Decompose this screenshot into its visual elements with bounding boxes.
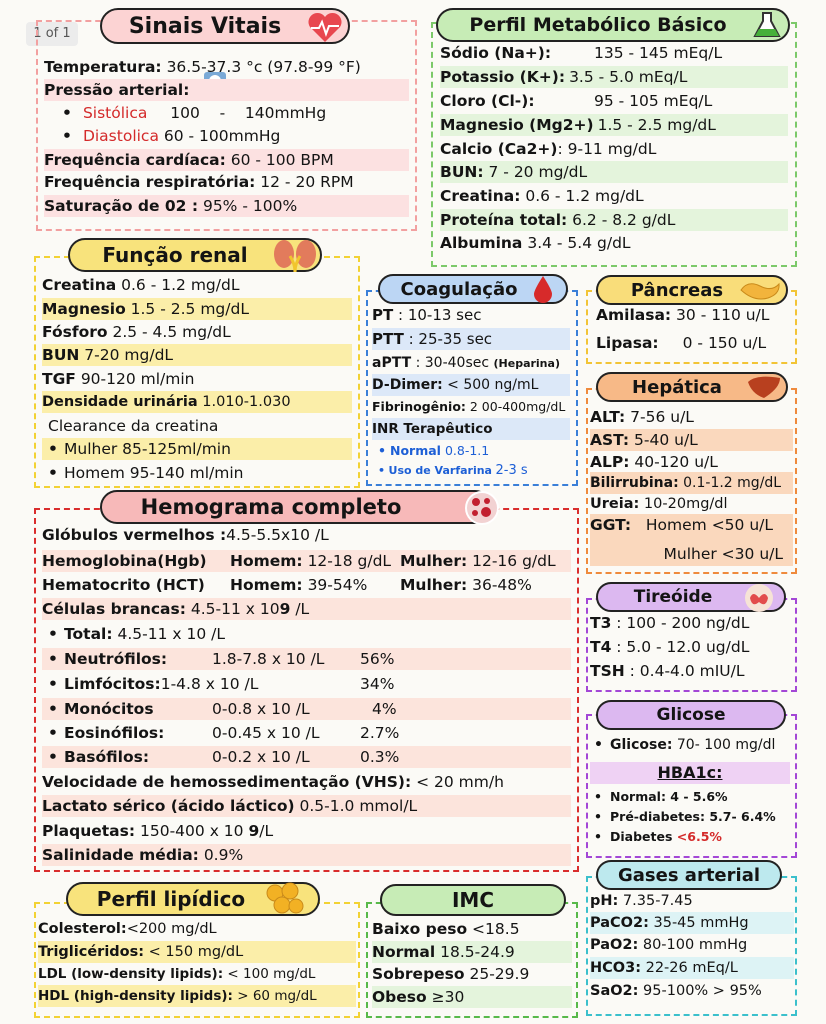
imc-label: Baixo peso — [372, 920, 468, 938]
inr-warfarin-row: • Uso de Varfarina 2-3 s — [378, 463, 528, 478]
imc-value: 25-29.9 — [464, 965, 530, 983]
thyroid-row — [590, 612, 794, 634]
diastolic-label: Diastolica — [82, 127, 159, 145]
lipase-row — [596, 332, 788, 354]
liver-icon — [746, 374, 782, 400]
hepatic-value: 0.1-1.2 mg/dL — [678, 475, 782, 491]
amilase-value: 30 - 110 u/L — [671, 306, 770, 324]
temperature-value: 36.5-37.3 °c (97.8-99 °F) — [161, 58, 361, 76]
lipid-value: < 150 mg/dL — [144, 944, 244, 960]
metabolic-label: Magnesio (Mg2+) — [440, 116, 594, 134]
diff-row — [42, 623, 571, 645]
lipid-label: LDL (low-density lipids): — [38, 966, 224, 982]
systolic-label: Sistólica — [82, 104, 148, 122]
metabolic-row — [440, 138, 788, 160]
ddimer-label: D-Dimer: — [372, 377, 443, 393]
glucose-title-text: Glicose — [656, 705, 726, 725]
renal-value: 0.6 - 1.2 mg/dL — [116, 276, 240, 294]
metabolic-value: 7 - 20 mg/dL — [483, 163, 588, 181]
hepatic-label: Ureia: — [590, 496, 640, 512]
gases-value: 7.35-7.45 — [618, 893, 693, 909]
renal-row — [42, 321, 352, 343]
aptt-value: : 30-40sec — [411, 355, 490, 371]
inr-normal-value: 0.8-1.1 — [444, 443, 490, 458]
hepatic-value: 10-20mg/dl — [639, 496, 728, 512]
clearance-men-text: Homem 95-140 ml/min — [64, 464, 244, 482]
hepatic-row — [590, 472, 793, 494]
hepatic-row — [590, 429, 793, 451]
heart-rate-value: 60 - 100 BPM — [225, 151, 334, 169]
diff-value: 1.8-7.8 x 10 /L — [212, 650, 325, 668]
inr-normal-label: Normal — [389, 443, 441, 458]
diff-label: Monócitos — [64, 700, 154, 718]
hgb-women-label: Mulher: — [400, 552, 468, 570]
aptt-row — [372, 352, 570, 374]
vitals-title-text: Sinais Vitais — [128, 13, 282, 39]
lactate-value: 0.5-1.0 mmol/L — [294, 797, 418, 815]
hct-label: Hematocrito (HCT) — [42, 576, 205, 594]
wbc-unit: /L — [290, 600, 310, 618]
imc-title — [380, 884, 566, 916]
wbc-value: 4.5-11 x 10 — [185, 600, 280, 618]
ddimer-value: < 500 ng/mL — [442, 377, 539, 393]
metabolic-row — [440, 232, 788, 254]
lipid-row — [38, 918, 356, 940]
blood-pressure-label: Pressão arterial: — [44, 81, 190, 99]
systolic-row — [56, 102, 409, 124]
hepatic-value: Homem <50 u/L — [631, 516, 774, 534]
imc-label: Normal — [372, 943, 436, 961]
metabolic-row — [440, 209, 788, 231]
renal-label: Fósforo — [42, 323, 108, 341]
metabolic-value: 0.6 - 1.2 mg/dL — [520, 187, 644, 205]
hemogram-title — [100, 490, 492, 524]
gases-label: SaO2: — [590, 983, 639, 999]
vhs-value: < 20 mm/h — [411, 773, 504, 791]
hba1c-diabetes-row — [588, 826, 794, 848]
diff-percent: 0.3% — [360, 748, 400, 766]
renal-value: 1.010-1.030 — [197, 394, 291, 410]
lipid-label: Triglicéridos: — [38, 944, 145, 960]
hepatic-row — [590, 451, 793, 473]
renal-row — [42, 274, 352, 296]
metabolic-value: 95 - 105 mEq/L — [594, 92, 713, 110]
salinity-row — [42, 844, 571, 866]
salinity-value: 0.9% — [198, 846, 244, 864]
renal-body — [36, 274, 358, 486]
hgb-men-value: 12-18 g/dL — [302, 552, 392, 570]
gases-label: PaO2: — [590, 937, 639, 953]
diff-label: Basófilos: — [64, 748, 150, 766]
imc-row — [372, 986, 572, 1008]
renal-title-text: Função renal — [102, 243, 248, 267]
metabolic-label: Sódio (Na+): — [440, 44, 552, 62]
metabolic-row — [440, 90, 788, 112]
diff-percent: 56% — [360, 650, 395, 668]
saturation-label: Saturação de 02 : — [44, 197, 199, 215]
renal-value: 7-20 mg/dL — [79, 346, 174, 364]
fibrinogen-label: Fibrinogênio: — [372, 399, 466, 414]
hgb-label: Hemoglobina(Hgb) — [42, 552, 207, 570]
hba1c-normal: Normal: 4 - 5.6% — [610, 789, 728, 804]
saturation-row — [44, 195, 409, 217]
hgb-men-label: Homem: — [230, 552, 303, 570]
imc-value: ≥30 — [426, 988, 465, 1006]
imc-value: 18.5-24.9 — [435, 943, 515, 961]
ggt-women-row — [590, 536, 793, 566]
diff-percent: 4% — [372, 700, 397, 718]
metabolic-row — [440, 42, 788, 64]
salinity-label: Salinidade média: — [42, 846, 199, 864]
hba1c-header — [590, 762, 790, 784]
thyroid-label: T4 — [590, 638, 612, 656]
renal-label: TGF — [42, 370, 76, 388]
thyroid-value: : 0.4-4.0 mIU/L — [624, 662, 745, 680]
gases-label: pH: — [590, 893, 619, 909]
thyroid-icon — [744, 582, 774, 614]
imc-label: Obeso — [372, 988, 427, 1006]
pt-label: PT — [372, 306, 394, 324]
coag-title-text: Coagulação — [400, 278, 518, 300]
kidney-icon — [270, 238, 320, 274]
vitals-body — [38, 54, 415, 229]
hepatic-row — [590, 493, 793, 515]
metabolic-row — [440, 66, 788, 88]
renal-row — [42, 391, 352, 413]
hba1c-diabetes-label: Diabetes — [610, 829, 677, 844]
metabolic-row — [440, 185, 788, 207]
diff-value: 0-0.8 x 10 /L — [212, 700, 310, 718]
hemogram-body — [36, 524, 577, 870]
ggt-women-value: Mulher <30 u/L — [663, 545, 783, 563]
metabolic-value: 3.4 - 5.4 g/dL — [522, 234, 631, 252]
lactate-label: Lactato sérico (ácido láctico) — [42, 797, 295, 815]
diff-value: 4.5-11 x 10 /L — [112, 625, 225, 643]
gases-value: 95-100% > 95% — [638, 983, 762, 999]
diff-label: Eosinófilos: — [64, 724, 165, 742]
hepatic-row — [590, 514, 793, 536]
diff-value: 0-0.45 x 10 /L — [212, 724, 320, 742]
blood-drop-icon — [532, 274, 554, 304]
metabolic-label: Potassio (K+): — [440, 68, 566, 86]
diff-value: 0-0.2 x 10 /L — [212, 748, 310, 766]
lipid-title-text: Perfil lipídico — [96, 887, 246, 911]
clearance-women — [42, 438, 352, 460]
diff-value: 1-4.8 x 10 /L — [160, 675, 259, 693]
hct-women-value: 36-48% — [467, 576, 532, 594]
hemogram-title-text: Hemograma completo — [140, 495, 402, 519]
metabolic-label: Calcio (Ca2+) — [440, 140, 558, 158]
ptt-row — [372, 328, 570, 350]
thyroid-title-text: Tireóide — [633, 587, 713, 607]
thyroid-value: : 100 - 200 ng/dL — [611, 614, 750, 632]
hba1c-diabetes-value: <6.5% — [676, 829, 722, 844]
gases-label: HCO3: — [590, 960, 641, 976]
gases-label: PaCO2: — [590, 915, 649, 931]
metabolic-label: Albumina — [440, 234, 523, 252]
gases-row — [590, 980, 794, 1002]
fibrinogen-value: 2 00-400mg/dL — [465, 399, 566, 414]
hepatic-body — [588, 406, 795, 572]
platelets-row — [42, 820, 571, 842]
glicose-value: 70- 100 mg/dl — [672, 737, 776, 753]
inr-title — [372, 418, 570, 440]
glucose-title — [596, 700, 786, 730]
aptt-label: aPTT — [372, 355, 412, 371]
blood-cells-icon — [464, 490, 500, 526]
resp-rate-value: 12 - 20 RPM — [255, 173, 354, 191]
metabolic-label: Creatina: — [440, 187, 521, 205]
temperature-row — [44, 56, 409, 78]
lipid-label: HDL (high-density lipids): — [38, 988, 233, 1004]
renal-row — [42, 298, 352, 320]
inr-warfarin-value: 2-3 s — [495, 463, 528, 478]
ddimer-row — [372, 374, 570, 396]
hepatic-label: AST: — [590, 431, 630, 449]
amilase-row — [596, 304, 788, 326]
renal-value: 90-120 ml/min — [75, 370, 195, 388]
ptt-label: PTT — [372, 330, 404, 348]
clearance-men — [42, 462, 352, 484]
metabolic-value: 135 - 145 mEq/L — [594, 44, 723, 62]
diastolic-row — [56, 125, 409, 147]
lipid-row — [38, 941, 356, 963]
gases-value: 35-45 mmHg — [648, 915, 749, 931]
inr-normal-row: • Normal 0.8-1.1 — [378, 443, 490, 458]
metabolic-label: BUN: — [440, 163, 484, 181]
renal-label: Creatina — [42, 276, 117, 294]
aptt-note: (Heparina) — [493, 357, 560, 370]
renal-label: BUN — [42, 346, 80, 364]
ptt-value: : 25-35 sec — [403, 330, 493, 348]
lipid-value: > 60 mg/dL — [232, 988, 317, 1004]
fat-cells-icon — [262, 880, 306, 918]
amilase-label: Amilasa: — [596, 306, 672, 324]
resp-rate-label: Frequência respiratória: — [44, 173, 256, 191]
renal-label: Densidade urinária — [42, 394, 198, 410]
gases-title — [596, 860, 782, 890]
lipid-row — [38, 985, 356, 1007]
hepatic-row — [590, 406, 793, 428]
diff-percent: 34% — [360, 675, 395, 693]
gases-row — [590, 957, 794, 979]
imc-row — [372, 941, 572, 963]
metabolic-label: Proteína total: — [440, 211, 568, 229]
lipase-value: 0 - 150 u/L — [682, 334, 767, 352]
lactate-row — [42, 795, 571, 817]
metabolic-row — [440, 161, 788, 183]
platelets-unit: /L — [259, 822, 274, 840]
platelets-value: 150-400 x 10 — [135, 822, 249, 840]
hepatic-value: 40-120 u/L — [629, 453, 718, 471]
renal-value: 2.5 - 4.5 mg/dL — [107, 323, 231, 341]
hgb-row — [42, 550, 571, 572]
hct-row — [42, 574, 571, 596]
thyroid-row — [590, 660, 794, 682]
fibrinogen-row — [372, 396, 570, 418]
diff-row — [42, 746, 571, 768]
rbc-label: Glóbulos vermelhos : — [42, 526, 227, 544]
metabolic-label: Cloro (Cl-): — [440, 92, 535, 110]
metabolic-title-text: Perfil Metabólico Básico — [469, 14, 727, 36]
diff-row — [42, 673, 571, 695]
platelets-exponent: 9 — [248, 822, 260, 840]
metabolic-row — [440, 114, 788, 136]
pt-value: : 10-13 sec — [393, 306, 482, 324]
renal-row — [42, 344, 352, 366]
metabolic-value: 3.5 - 5.0 mEq/L — [569, 68, 688, 86]
glicose-row — [588, 734, 794, 756]
diff-label: Neutrófilos: — [64, 650, 168, 668]
imc-value: <18.5 — [467, 920, 520, 938]
pt-row — [372, 304, 570, 326]
hct-men-value: 39-54% — [302, 576, 368, 594]
glicose-label: Glicose: — [610, 737, 673, 753]
coag-body — [368, 304, 576, 484]
hba1c-pre-row — [588, 806, 794, 828]
vhs-row — [42, 771, 571, 793]
metabolic-title — [436, 8, 790, 42]
gases-row — [590, 934, 794, 956]
diff-row — [42, 698, 571, 720]
lipid-label: Colesterol: — [38, 921, 127, 937]
metabolic-value: : 9-11 mg/dL — [557, 140, 657, 158]
diff-percent: 2.7% — [360, 724, 400, 742]
hepatic-label: GGT: — [590, 516, 632, 534]
hct-women-label: Mulher: — [400, 576, 468, 594]
hepatic-title-text: Hepática — [632, 376, 722, 398]
hepatic-label: Bilirrubina: — [590, 475, 679, 491]
renal-row — [42, 368, 352, 390]
metabolic-value: 6.2 - 8.2 g/dL — [567, 211, 676, 229]
lipid-row — [38, 963, 356, 985]
imc-row — [372, 918, 572, 940]
inr-title-text: INR Terapêutico — [372, 421, 493, 437]
metabolic-value: 1.5 - 2.5 mg/dL — [597, 116, 716, 134]
diff-label: Total: — [64, 625, 113, 643]
diff-label: Limfócitos: — [64, 675, 161, 693]
hepatic-value: 7-56 u/L — [625, 408, 694, 426]
rbc-row — [42, 524, 571, 546]
hba1c-prediabetes: Pré-diabetes: 5.7- 6.4% — [610, 809, 776, 824]
gases-value: 80-100 mmHg — [638, 937, 748, 953]
hepatic-label: ALT: — [590, 408, 626, 426]
vhs-label: Velocidade de hemossedimentação (VHS): — [42, 773, 412, 791]
hba1c-label: HBA1c: — [657, 763, 723, 782]
pancreas-icon — [738, 278, 782, 302]
imc-title-text: IMC — [451, 888, 495, 912]
saturation-value: 95% - 100% — [198, 197, 298, 215]
clearance-title: Clearance da creatina — [48, 417, 219, 435]
gases-row — [590, 890, 794, 912]
platelets-label: Plaquetas: — [42, 822, 136, 840]
lipid-value: < 100 mg/dL — [223, 966, 316, 982]
gases-title-text: Gases arterial — [617, 864, 761, 886]
page-indicator: 1 of 1 — [26, 22, 78, 46]
heart-rate-label: Frequência cardíaca: — [44, 151, 226, 169]
rbc-value: 4.5-5.5x10 /L — [226, 526, 329, 544]
thyroid-label: TSH — [590, 662, 625, 680]
heart-rate-row — [44, 149, 409, 171]
heart-monitor-icon — [306, 10, 344, 44]
hepatic-value: 5-40 u/L — [629, 431, 698, 449]
diff-row — [42, 722, 571, 744]
wbc-row — [42, 598, 571, 620]
thyroid-row — [590, 636, 794, 658]
wbc-label: Células brancas: — [42, 600, 186, 618]
pancreas-title-text: Pâncreas — [630, 279, 724, 301]
thyroid-label: T3 — [590, 614, 612, 632]
blood-pressure-row — [44, 79, 409, 101]
resp-rate-row — [44, 171, 409, 193]
clearance-women-text: Mulher 85-125ml/min — [64, 440, 231, 458]
hgb-women-value: 12-16 g/dL — [467, 552, 556, 570]
diff-row — [42, 648, 571, 670]
flask-icon — [752, 10, 782, 40]
wbc-exponent: 9 — [279, 600, 291, 618]
temperature-label: Temperatura: — [44, 58, 162, 76]
hct-men-label: Homem: — [230, 576, 303, 594]
gases-value: 22-26 mEq/L — [641, 960, 738, 976]
lipase-label: Lipasa: — [596, 334, 659, 352]
gases-row — [590, 912, 794, 934]
metabolic-body — [434, 42, 794, 264]
systolic-value: 100 - 140mmHg — [170, 104, 327, 122]
hepatic-label: ALP: — [590, 453, 630, 471]
renal-label: Magnesio — [42, 300, 126, 318]
lipid-value: <200 mg/dL — [126, 921, 217, 937]
hba1c-normal-row — [588, 786, 794, 808]
imc-row — [372, 963, 572, 985]
imc-label: Sobrepeso — [372, 965, 465, 983]
thyroid-value: : 5.0 - 12.0 ug/dL — [611, 638, 750, 656]
inr-warfarin-label: Uso de Varfarina — [388, 464, 492, 477]
diastolic-value: 60 - 100mmHg — [158, 127, 281, 145]
renal-value: 1.5 - 2.5 mg/dL — [125, 300, 249, 318]
